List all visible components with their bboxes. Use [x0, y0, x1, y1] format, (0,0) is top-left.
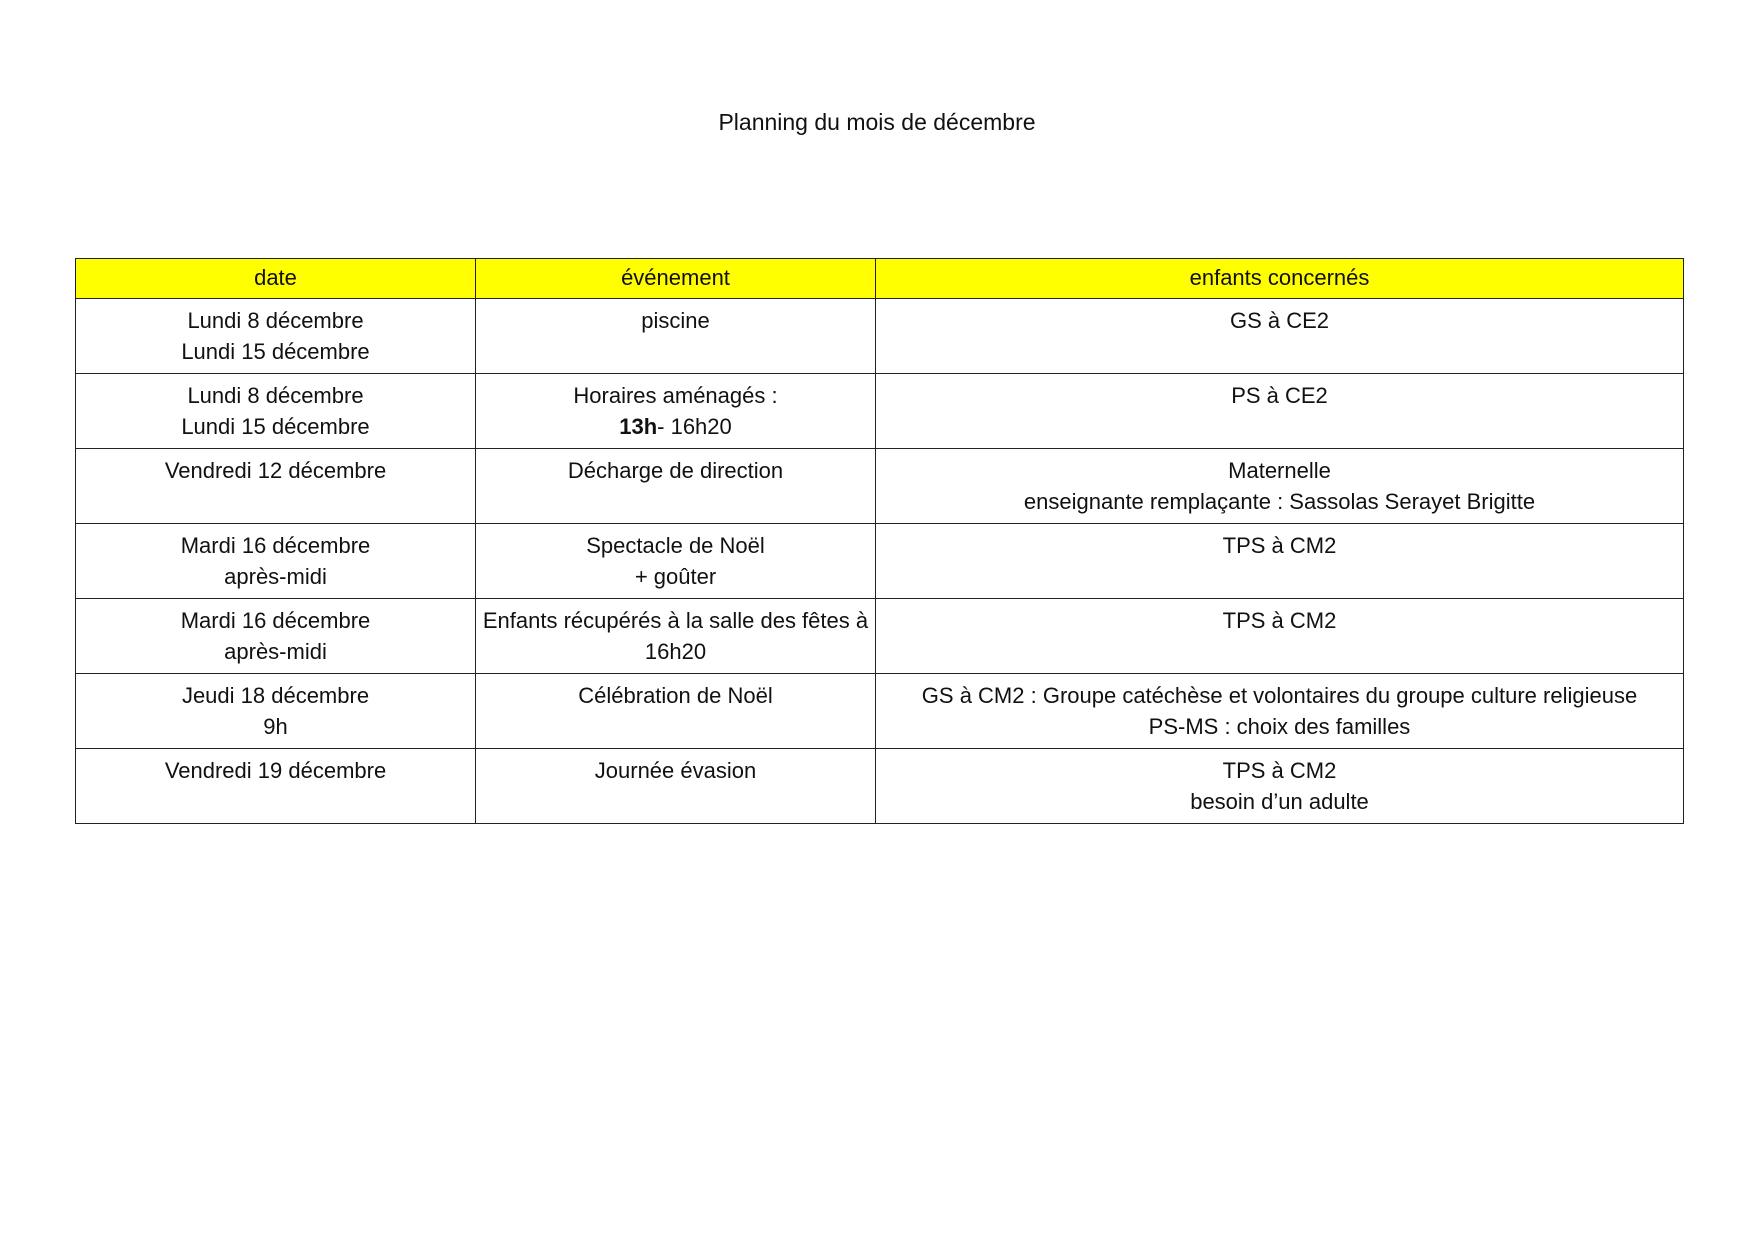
date-line: Mardi 16 décembre [180, 533, 371, 558]
date-line: Vendredi 19 décembre [164, 758, 387, 783]
date-cell [76, 674, 476, 749]
event-line: 16h20 [644, 639, 707, 664]
event-cell [476, 599, 876, 674]
event-time-end: - 16h20 [657, 414, 732, 439]
children-cell [876, 449, 1684, 524]
date-line: Vendredi 12 décembre [164, 458, 387, 483]
event-cell [476, 299, 876, 374]
column-header-children: enfants concernés [876, 259, 1684, 299]
date-line: Lundi 8 décembre [187, 383, 364, 408]
children-line: TPS à CM2 [1222, 758, 1337, 783]
event-line: Spectacle de Noël [586, 533, 765, 558]
date-cell [76, 749, 476, 824]
children-cell [876, 299, 1684, 374]
date-line: 9h [263, 714, 288, 739]
event-cell [476, 674, 876, 749]
event-line: + goûter [634, 564, 717, 589]
table-row [76, 299, 1684, 374]
date-line: Lundi 8 décembre [187, 308, 364, 333]
event-time-line [482, 411, 869, 442]
date-line: Mardi 16 décembre [180, 608, 371, 633]
column-header-event: événement [476, 259, 876, 299]
event-line: Journée évasion [594, 758, 757, 783]
date-cell [76, 524, 476, 599]
date-line: Lundi 15 décembre [181, 414, 370, 439]
date-line: après-midi [224, 564, 327, 589]
event-cell [476, 374, 876, 449]
children-line: TPS à CM2 [1222, 608, 1337, 633]
table-row [76, 599, 1684, 674]
table-header-row [76, 259, 1684, 299]
event-line: Célébration de Noël [578, 683, 773, 708]
children-cell [876, 749, 1684, 824]
event-time-start: 13h [619, 414, 658, 439]
date-line: après-midi [224, 639, 327, 664]
table-row [76, 749, 1684, 824]
children-cell [876, 599, 1684, 674]
page-title: Planning du mois de décembre [718, 109, 1036, 135]
date-cell [76, 299, 476, 374]
table-row [76, 674, 1684, 749]
event-cell [476, 524, 876, 599]
table-row [76, 449, 1684, 524]
date-cell [76, 374, 476, 449]
event-line: Décharge de direction [567, 458, 784, 483]
date-line: Lundi 15 décembre [181, 339, 370, 364]
schedule-table [75, 258, 1684, 824]
table-row [76, 374, 1684, 449]
children-line: Maternelle [1228, 458, 1331, 483]
children-line: GS à CM2 : Groupe catéchèse et volontaires du groupe culture religieuse [921, 683, 1638, 708]
event-cell [476, 749, 876, 824]
date-cell [76, 449, 476, 524]
event-line: Enfants récupérés à la salle des fêtes à [482, 608, 869, 633]
children-line: besoin d’un adulte [1190, 789, 1369, 814]
children-cell [876, 674, 1684, 749]
column-header-date: date [76, 259, 476, 299]
children-cell [876, 374, 1684, 449]
event-line: Horaires aménagés : [573, 383, 778, 408]
event-line: piscine [641, 308, 710, 333]
table-row [76, 524, 1684, 599]
children-line: enseignante remplaçante : Sassolas Serayet Brigitte [1023, 489, 1536, 514]
event-cell [476, 449, 876, 524]
children-line: GS à CE2 [1229, 308, 1330, 333]
date-cell [76, 599, 476, 674]
children-line: PS-MS : choix des familles [1148, 714, 1411, 739]
children-cell [876, 524, 1684, 599]
children-line: TPS à CM2 [1222, 533, 1337, 558]
date-line: Jeudi 18 décembre [181, 683, 370, 708]
children-line: PS à CE2 [1231, 383, 1328, 408]
